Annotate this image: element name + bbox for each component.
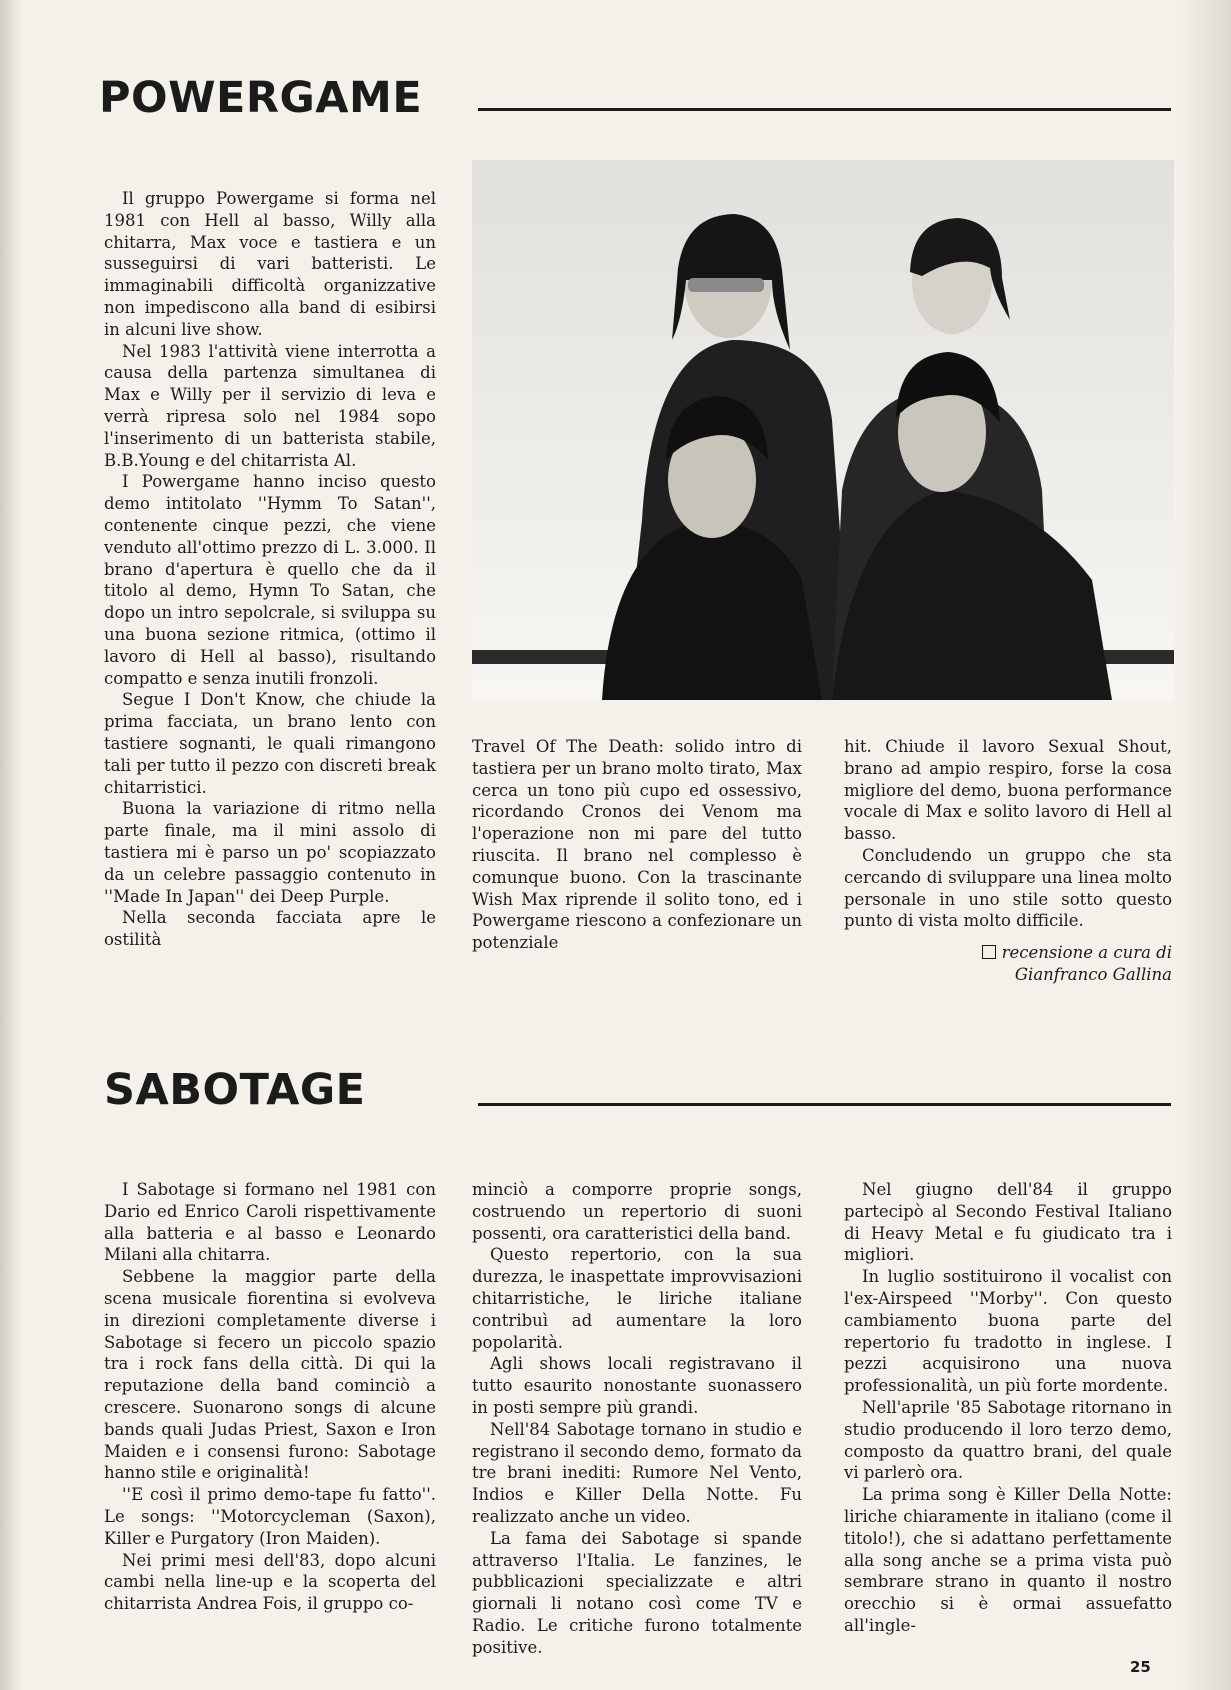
paragraph: Sebbene la maggior parte della scena musicale fiorentina si evolveva in direzioni completamente diverse i Sabotage si fecero un piccolo spazio tra i rock fans della città. Di qui la reputazione della band cominciò a crescere. Suonarono songs di alcune bands quali Judas Priest, Saxon e Iron Maiden e i consensi furono: Sabotage hanno stile e originalità! xyxy=(104,1267,436,1483)
paragraph: hit. Chiude il lavoro Sexual Shout, brano ad ampio respiro, forse la cosa migliore del demo, buona performance vocale di Max e solito lavoro di Hell al basso. xyxy=(844,737,1172,844)
powergame-column-3 xyxy=(844,736,1172,932)
band-photo-image xyxy=(472,160,1174,700)
credit-author: Gianfranco Gallina xyxy=(1014,965,1172,984)
paragraph: I Powergame hanno inciso questo demo intitolato ''Hymm To Satan'', contenente cinque pezzi, che viene venduto all'ottimo prezzo di L. 3.000. Il brano d'apertura è quello che da il titolo al demo, Hymn To Satan, che dopo un intro sepolcrale, si sviluppa su una buona sezione ritmica, (ottimo il lavoro di Hell al basso), risultando compatto e senza inutili fronzoli. xyxy=(104,472,436,688)
paragraph: La fama dei Sabotage si spande attraverso l'Italia. Le fanzines, le pubblicazioni specializzate e altri giornali li notano così come TV e Radio. Le critiche furono totalmente positive. xyxy=(472,1528,802,1657)
paragraph: In luglio sostituirono il vocalist con l'ex-Airspeed ''Morby''. Con questo cambiamento buona parte del repertorio fu tradotto in inglese. I pezzi acquisirono una nuova professionalità, un più forte mordente. xyxy=(844,1267,1172,1396)
paragraph: ''E così il primo demo-tape fu fatto''. Le songs: ''Motorcycleman (Saxon), Killer e Purgatory (Iron Maiden). xyxy=(104,1485,436,1548)
page-binding-shadow xyxy=(0,0,22,1690)
sabotage-heading: SABOTAGE xyxy=(104,1065,366,1115)
powergame-heading-rule xyxy=(478,108,1171,111)
paragraph: Nei primi mesi dell'83, dopo alcuni cambi nella line-up e la scoperta del chitarrista Andrea Fois, il gruppo co- xyxy=(104,1550,436,1614)
powergame-heading: POWERGAME xyxy=(99,73,423,123)
powergame-column-2 xyxy=(472,736,802,954)
paragraph: I Sabotage si formano nel 1981 con Dario ed Enrico Caroli rispettivamente alla batteria e al basso e Leonardo Milani alla chitarra. xyxy=(104,1180,436,1265)
review-credit xyxy=(900,942,1172,986)
paragraph: Buona la variazione di ritmo nella parte finale, ma il mini assolo di tastiera mi è parso un po' scopiazzato da un celebre passaggio contenuto in ''Made In Japan'' dei Deep Purple. xyxy=(104,799,436,906)
paragraph: Travel Of The Death: solido intro di tastiera per un brano molto tirato, Max cerca un tono più cupo ed ossessivo, ricordando Cronos dei Venom ma l'operazione non mi pare del tutto riuscita. Il brano nel complesso è comunque buono. Con la trascinante Wish Max riprende il solito tono, ed i Powergame riescono a confezionare un potenziale xyxy=(472,737,802,953)
paragraph: Questo repertorio, con la sua durezza, le inaspettate improvvisazioni chitarristiche, le liriche italiane contribuì ad aumentare la loro popolarità. xyxy=(472,1245,802,1352)
paragraph: Agli shows locali registravano il tutto esaurito nonostante suonassero in posti sempre più grandi. xyxy=(472,1354,802,1417)
paragraph: Nell'aprile '85 Sabotage ritornano in studio producendo il loro terzo demo, composto da quattro brani, del quale vi parlerò ora. xyxy=(844,1397,1172,1483)
checkbox-square-icon xyxy=(982,945,996,959)
credit-label: recensione a cura di xyxy=(1001,943,1172,962)
sabotage-column-3 xyxy=(844,1179,1172,1637)
paragraph: Segue I Don't Know, che chiude la prima facciata, un brano lento con tastiere sognanti, le quali rimangono tali per tutto il pezzo con discreti break chitarristici. xyxy=(104,690,436,797)
sabotage-column-1 xyxy=(104,1179,436,1615)
paragraph: minciò a comporre proprie songs, costruendo un repertorio di suoni possenti, ora caratteristici della band. xyxy=(472,1180,802,1243)
page-edge-shadow xyxy=(1179,0,1231,1690)
page-number: 25 xyxy=(1130,1658,1151,1676)
paragraph: Il gruppo Powergame si forma nel 1981 con Hell al basso, Willy alla chitarra, Max voce e tastiera e un susseguirsi di vari batteristi. Le immaginabili difficoltà organizzative non impediscono alla band di esibirsi in alcuni live show. xyxy=(104,189,436,339)
paragraph: Nell'84 Sabotage tornano in studio e registrano il secondo demo, formato da tre brani inediti: Rumore Nel Vento, Indios e Killer Della Notte. Fu realizzato anche un video. xyxy=(472,1419,802,1526)
sabotage-column-2 xyxy=(472,1179,802,1659)
paragraph: Nel 1983 l'attività viene interrotta a causa della partenza simultanea di Max e Willy per il servizio di leva e verrà ripresa solo nel 1984 sopo l'inserimento di un batterista stabile, B.B.Young e del chitarrista Al. xyxy=(104,341,436,470)
paragraph: Nella seconda facciata apre le ostilità xyxy=(104,908,436,950)
paragraph: Nel giugno dell'84 il gruppo partecipò al Secondo Festival Italiano di Heavy Metal e fu giudicato tra i migliori. xyxy=(844,1180,1172,1265)
sabotage-heading-rule xyxy=(478,1103,1171,1106)
paragraph: Concludendo un gruppo che sta cercando di sviluppare una linea molto personale in uno stile sotto questo punto di vista molto difficile. xyxy=(844,845,1172,931)
paragraph: La prima song è Killer Della Notte: liriche chiaramente in italiano (come il titolo!), che si adattano perfettamente alla song anche se a prima vista può sembrare strano in quanto il nostro orecchio si è ormai assuefatto all'ingle- xyxy=(844,1485,1172,1635)
powergame-column-1 xyxy=(104,188,436,951)
band-photo xyxy=(472,160,1174,700)
